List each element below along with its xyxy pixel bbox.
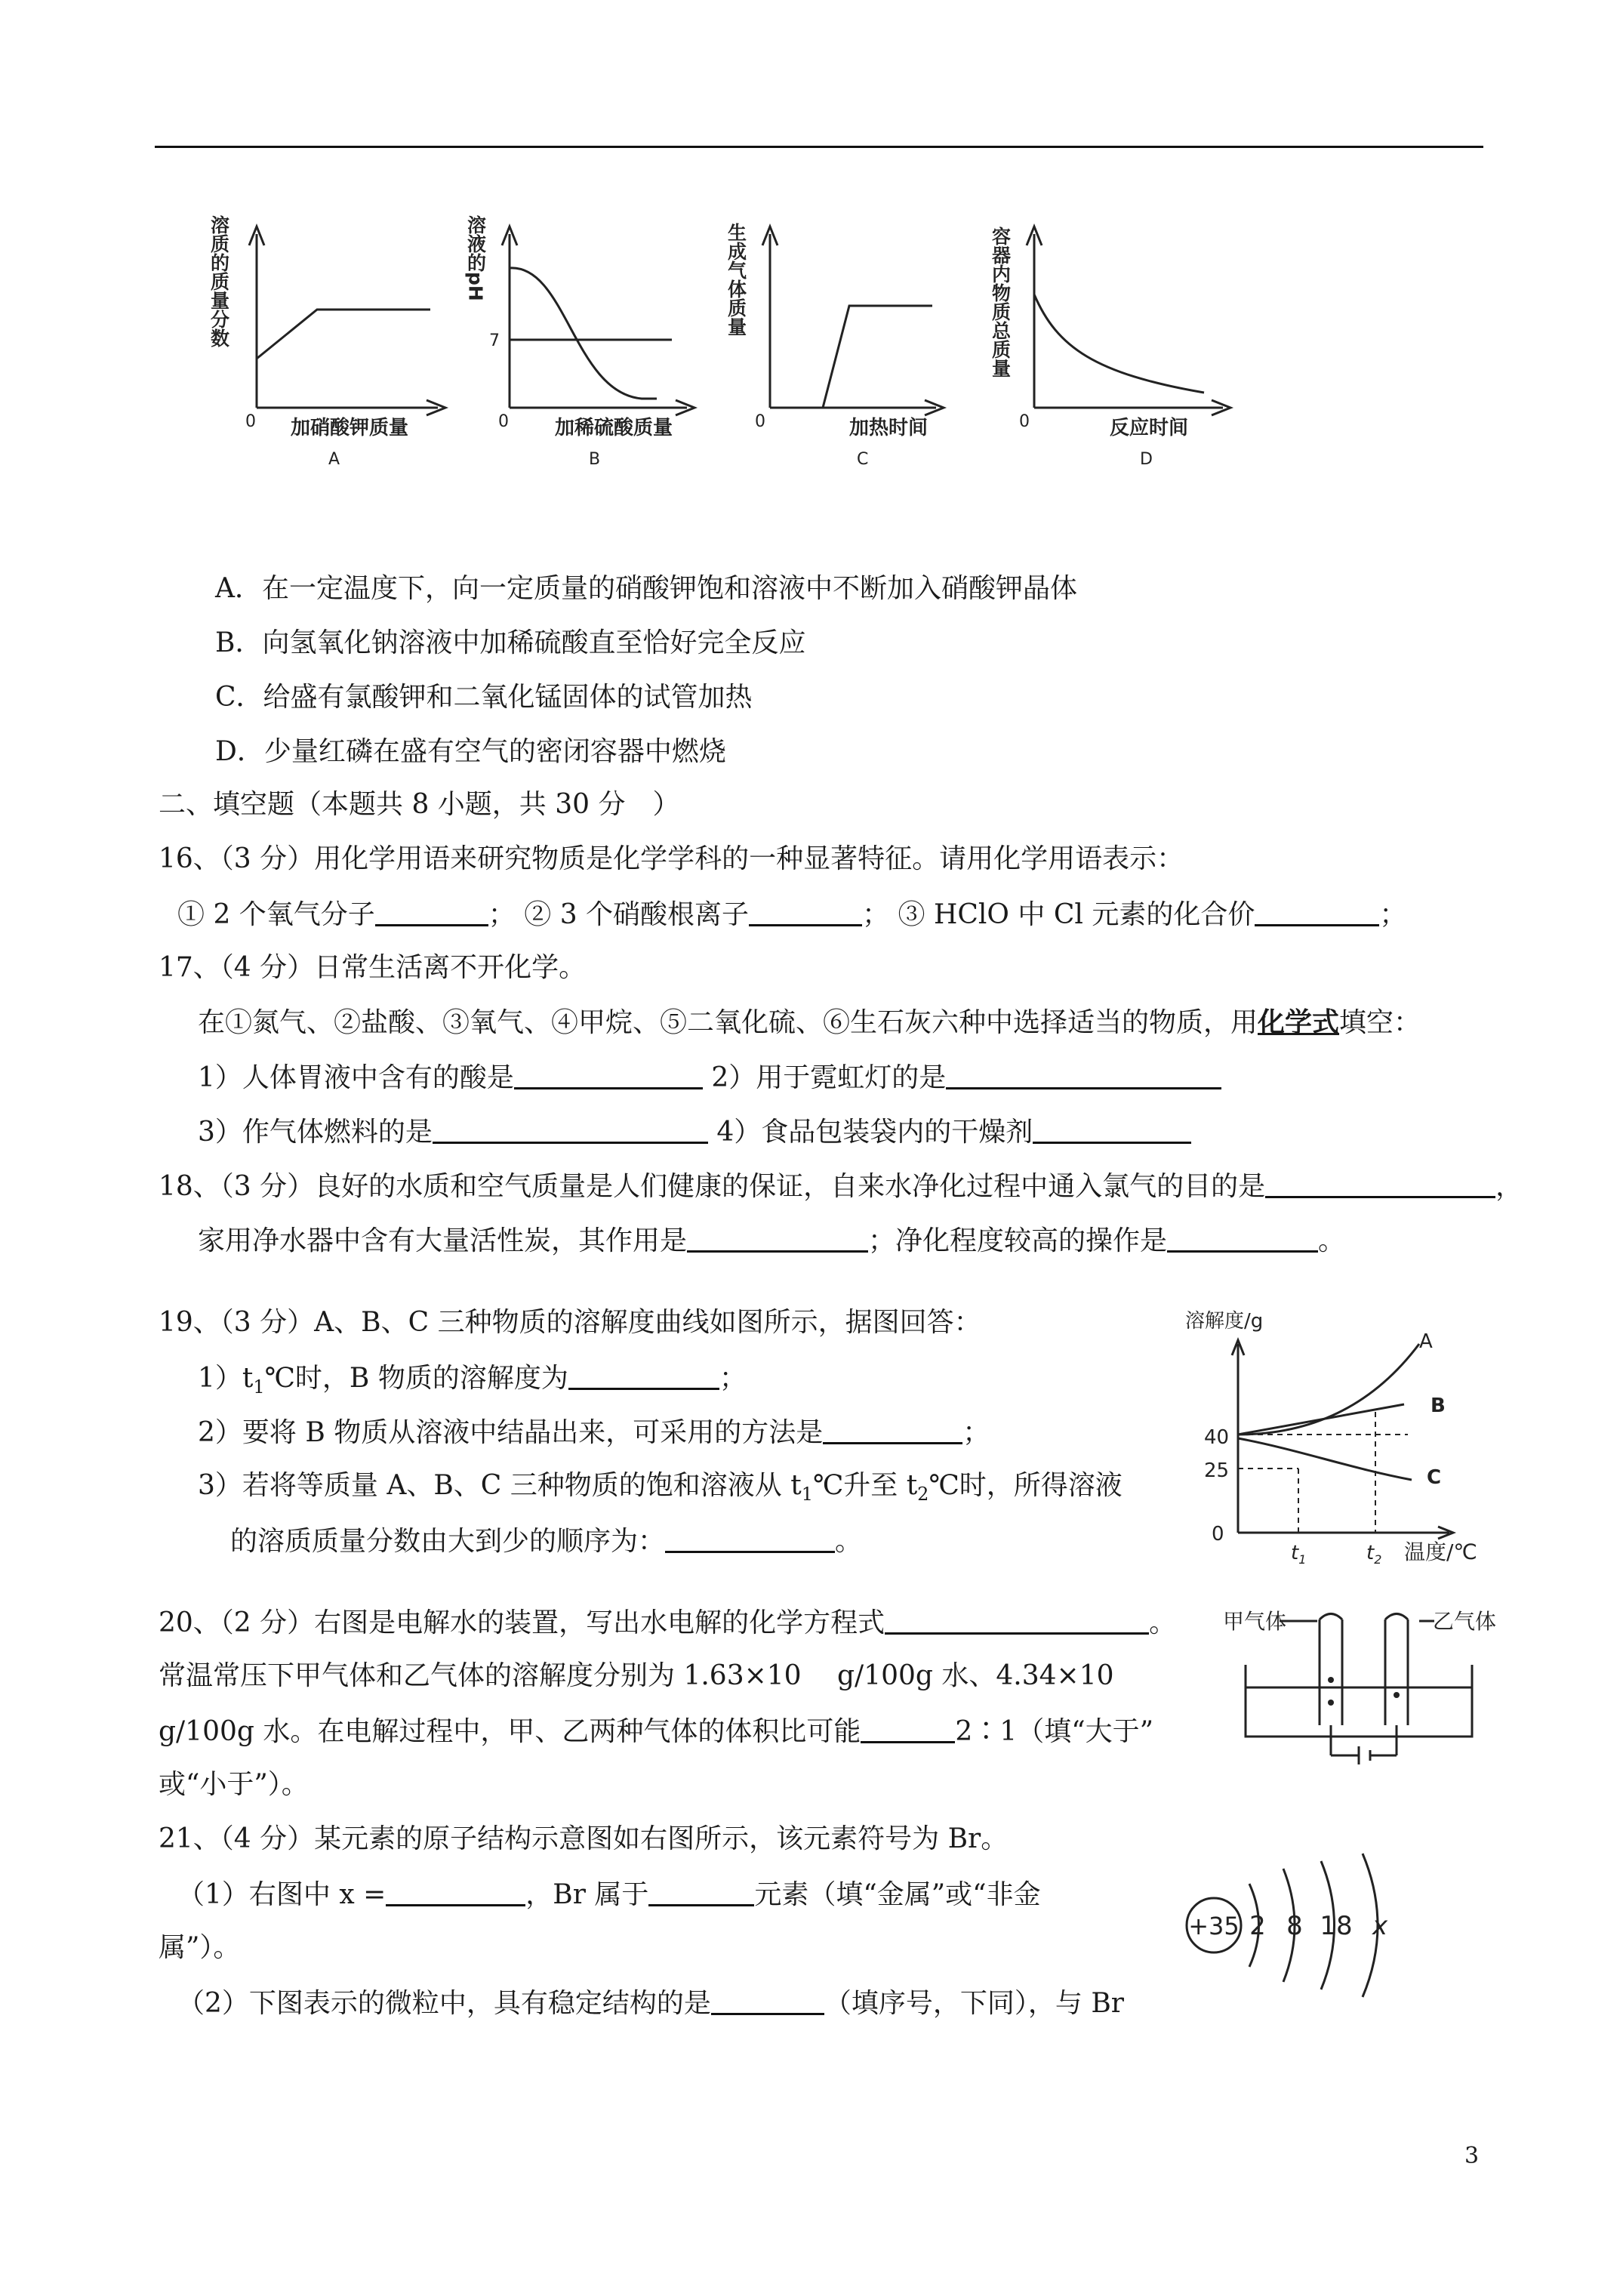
- q20-line1: 20、（2 分）右图是电解水的装置，写出水电解的化学方程式 。: [159, 1605, 1176, 1640]
- q16-p2: ② 3 个硝酸根离子: [524, 899, 750, 930]
- shell-1: 2: [1249, 1911, 1266, 1941]
- curve-D: [1034, 294, 1204, 393]
- q19-stem: 19、（3 分）A、B、C 三种物质的溶解度曲线如图所示，据图回答：: [159, 1307, 981, 1338]
- chart-A: [249, 227, 445, 415]
- q17-row2: 3）作气体燃料的是 4）食品包装袋内的干燥剂: [198, 1114, 1191, 1149]
- chart-B: [502, 227, 694, 415]
- chart-A-tag: A: [328, 450, 340, 469]
- q16-p1: ① 2 个氧气分子: [177, 899, 375, 930]
- chart-C-tag: C: [857, 450, 869, 469]
- chart-D: [1027, 227, 1230, 415]
- graph-xlabel: 温度/℃: [1404, 1539, 1477, 1564]
- chart-C: [762, 227, 944, 415]
- chart-B-origin: 0: [498, 412, 509, 431]
- q19-s3-line2: 的溶质质量分数由大到少的顺序为： 。: [230, 1524, 862, 1558]
- q19-blank-3[interactable]: [665, 1524, 835, 1553]
- graph-t1: $t_1$: [1291, 1542, 1307, 1567]
- electrolysis-figure: [1223, 1604, 1525, 1774]
- q19-s2: 2）要将 B 物质从溶液中结晶出来，可采用的方法是 ；: [198, 1415, 990, 1450]
- q20-blank-1[interactable]: [885, 1605, 1149, 1635]
- chart-A-ylabel: 溶质的质量分数: [208, 215, 230, 347]
- nucleus: +35: [1188, 1912, 1240, 1940]
- chart-B-tag: B: [589, 450, 601, 469]
- curve-C: [1238, 1438, 1412, 1480]
- curve-B: [510, 268, 657, 399]
- q21-stem: 21、（4 分）某元素的原子结构示意图如右图所示，该元素符号为 Br。: [159, 1823, 1009, 1854]
- q17-blank-3[interactable]: [433, 1114, 708, 1144]
- option-c: C．给盛有氯酸钾和二氧化锰固体的试管加热: [215, 682, 753, 713]
- q19-s3: 3）若将等质量 A、B、C 三种物质的饱和溶液从 $t_1℃$升至 $t_2℃$时，所得溶液: [198, 1470, 1123, 1505]
- solubility-graph: [1163, 1299, 1540, 1570]
- fig-right-label: 乙气体: [1433, 1609, 1497, 1634]
- fig-left-label: 甲气体: [1223, 1609, 1287, 1634]
- graph-label-A: A: [1419, 1330, 1433, 1353]
- chart-C-origin: 0: [755, 412, 765, 431]
- graph-label-B: B: [1431, 1395, 1446, 1417]
- q16-blank-2[interactable]: [749, 897, 862, 926]
- section-title: 二、填空题（本题共 8 小题，共 30 分 ）: [159, 789, 680, 820]
- q21-blank-2[interactable]: [648, 1877, 754, 1906]
- tube-left: [1320, 1614, 1342, 1726]
- chart-B-xlabel: 加稀硫酸质量: [555, 417, 673, 439]
- chart-B-mark: 7: [489, 331, 500, 350]
- q18-blank-2[interactable]: [687, 1223, 868, 1253]
- curve-B: [1238, 1404, 1404, 1435]
- q17-blank-2[interactable]: [946, 1060, 1221, 1089]
- q16-p3: ③ HClO 中 Cl 元素的化合价: [898, 899, 1255, 930]
- header-rule: [155, 146, 1483, 148]
- q20-blank-2[interactable]: [861, 1714, 955, 1743]
- q19-s1: $1)t_1℃$时，B 物质的溶解度为 ；: [198, 1361, 747, 1404]
- shell-2: 8: [1286, 1911, 1303, 1941]
- curve-A: [257, 310, 430, 359]
- chart-D-ylabel: 容器内物质总质量: [989, 227, 1012, 378]
- q21-s1: （1）右图中 x = ，Br 属于 元素（填“金属”或“非金: [177, 1877, 1041, 1912]
- q21-s1-line2: 属”）。: [159, 1932, 241, 1963]
- q17-stem: 17、（4 分）日常生活离不开化学。: [159, 952, 587, 983]
- chart-D-origin: 0: [1019, 412, 1030, 431]
- option-a: A．在一定温度下，向一定质量的硝酸钾饱和溶液中不断加入硝酸钾晶体: [215, 573, 1077, 604]
- q17-intro: 在①氮气、②盐酸、③氧气、④甲烷、⑤二氧化硫、⑥生石灰六种中选择适当的物质，用化学式填空：: [198, 1006, 1421, 1038]
- chart-C-xlabel: 加热时间: [849, 417, 929, 439]
- q18-line1: 18、（3 分）良好的水质和空气质量是人们健康的保证，自来水净化过程中通入氯气的目的是 ，: [159, 1169, 1523, 1203]
- q19-blank-2[interactable]: [823, 1415, 962, 1444]
- q16-stem: 16、（3 分）用化学用语来研究物质是化学学科的一种显著特征。请用化学用语表示：: [159, 843, 1184, 874]
- q20-line3: g/100g 水。在电解过程中，甲、乙两种气体的体积比可能 2∶1（填“大于”: [159, 1714, 1153, 1749]
- tube-right: [1385, 1614, 1408, 1726]
- chart-D-tag: D: [1140, 450, 1153, 469]
- q18-blank-1[interactable]: [1265, 1169, 1495, 1198]
- q17-emph: 化学式: [1258, 1006, 1340, 1038]
- option-b: B．向氢氧化钠溶液中加稀硫酸直至恰好完全反应: [215, 627, 806, 658]
- chart-A-origin: 0: [245, 412, 256, 431]
- q17-blank-1[interactable]: [514, 1060, 703, 1089]
- q18-blank-3[interactable]: [1167, 1223, 1318, 1253]
- charts-row: [174, 204, 1246, 476]
- q16-blank-1[interactable]: [375, 897, 488, 926]
- shell-4: x: [1372, 1911, 1388, 1941]
- q19-blank-1[interactable]: [568, 1361, 719, 1390]
- option-d: D．少量红磷在盛有空气的密闭容器中燃烧: [215, 736, 726, 767]
- shell-3: 18: [1320, 1911, 1353, 1941]
- q16-line: ① 2 个氧气分子 ； ② 3 个硝酸根离子 ； ③ HClO 中 Cl 元素的化合价 ；: [177, 897, 1406, 932]
- page-number: 3: [1464, 2143, 1480, 2169]
- graph-label-C: C: [1427, 1466, 1442, 1489]
- graph-y40: 40: [1204, 1426, 1230, 1449]
- graph-ylabel: 溶解度/g: [1185, 1310, 1264, 1333]
- graph-t2: $t_2$: [1366, 1542, 1382, 1567]
- q20-line2: 常温常压下甲气体和乙气体的溶解度分别为 1.63×10 g/100g 水、4.34×10: [159, 1660, 1114, 1691]
- q16-blank-3[interactable]: [1255, 897, 1379, 926]
- q21-blank-3[interactable]: [711, 1986, 824, 2015]
- chart-A-xlabel: 加硝酸钾质量: [291, 417, 409, 439]
- chart-B-ylabel: 溶液的pH: [464, 215, 487, 301]
- chart-C-ylabel: 生成气体质量: [725, 223, 747, 336]
- q18-line2: 家用净水器中含有大量活性炭，其作用是 ；净化程度较高的操作是 。: [198, 1223, 1345, 1258]
- q17-blank-4[interactable]: [1033, 1114, 1191, 1144]
- q20-line4: 或“小于”）。: [159, 1769, 309, 1800]
- curve-A: [1238, 1344, 1419, 1435]
- q21-blank-1[interactable]: [386, 1877, 525, 1906]
- graph-origin: 0: [1212, 1523, 1224, 1546]
- graph-y25: 25: [1204, 1459, 1230, 1482]
- chart-D-xlabel: 反应时间: [1110, 417, 1189, 439]
- curve-C: [770, 306, 932, 408]
- q21-s2: （2）下图表示的微粒中，具有稳定结构的是 （填序号，下同），与 Br: [177, 1986, 1124, 2020]
- q17-row1: 1）人体胃液中含有的酸是 2）用于霓虹灯的是: [198, 1060, 1221, 1095]
- atom-diagram: [1170, 1842, 1427, 2008]
